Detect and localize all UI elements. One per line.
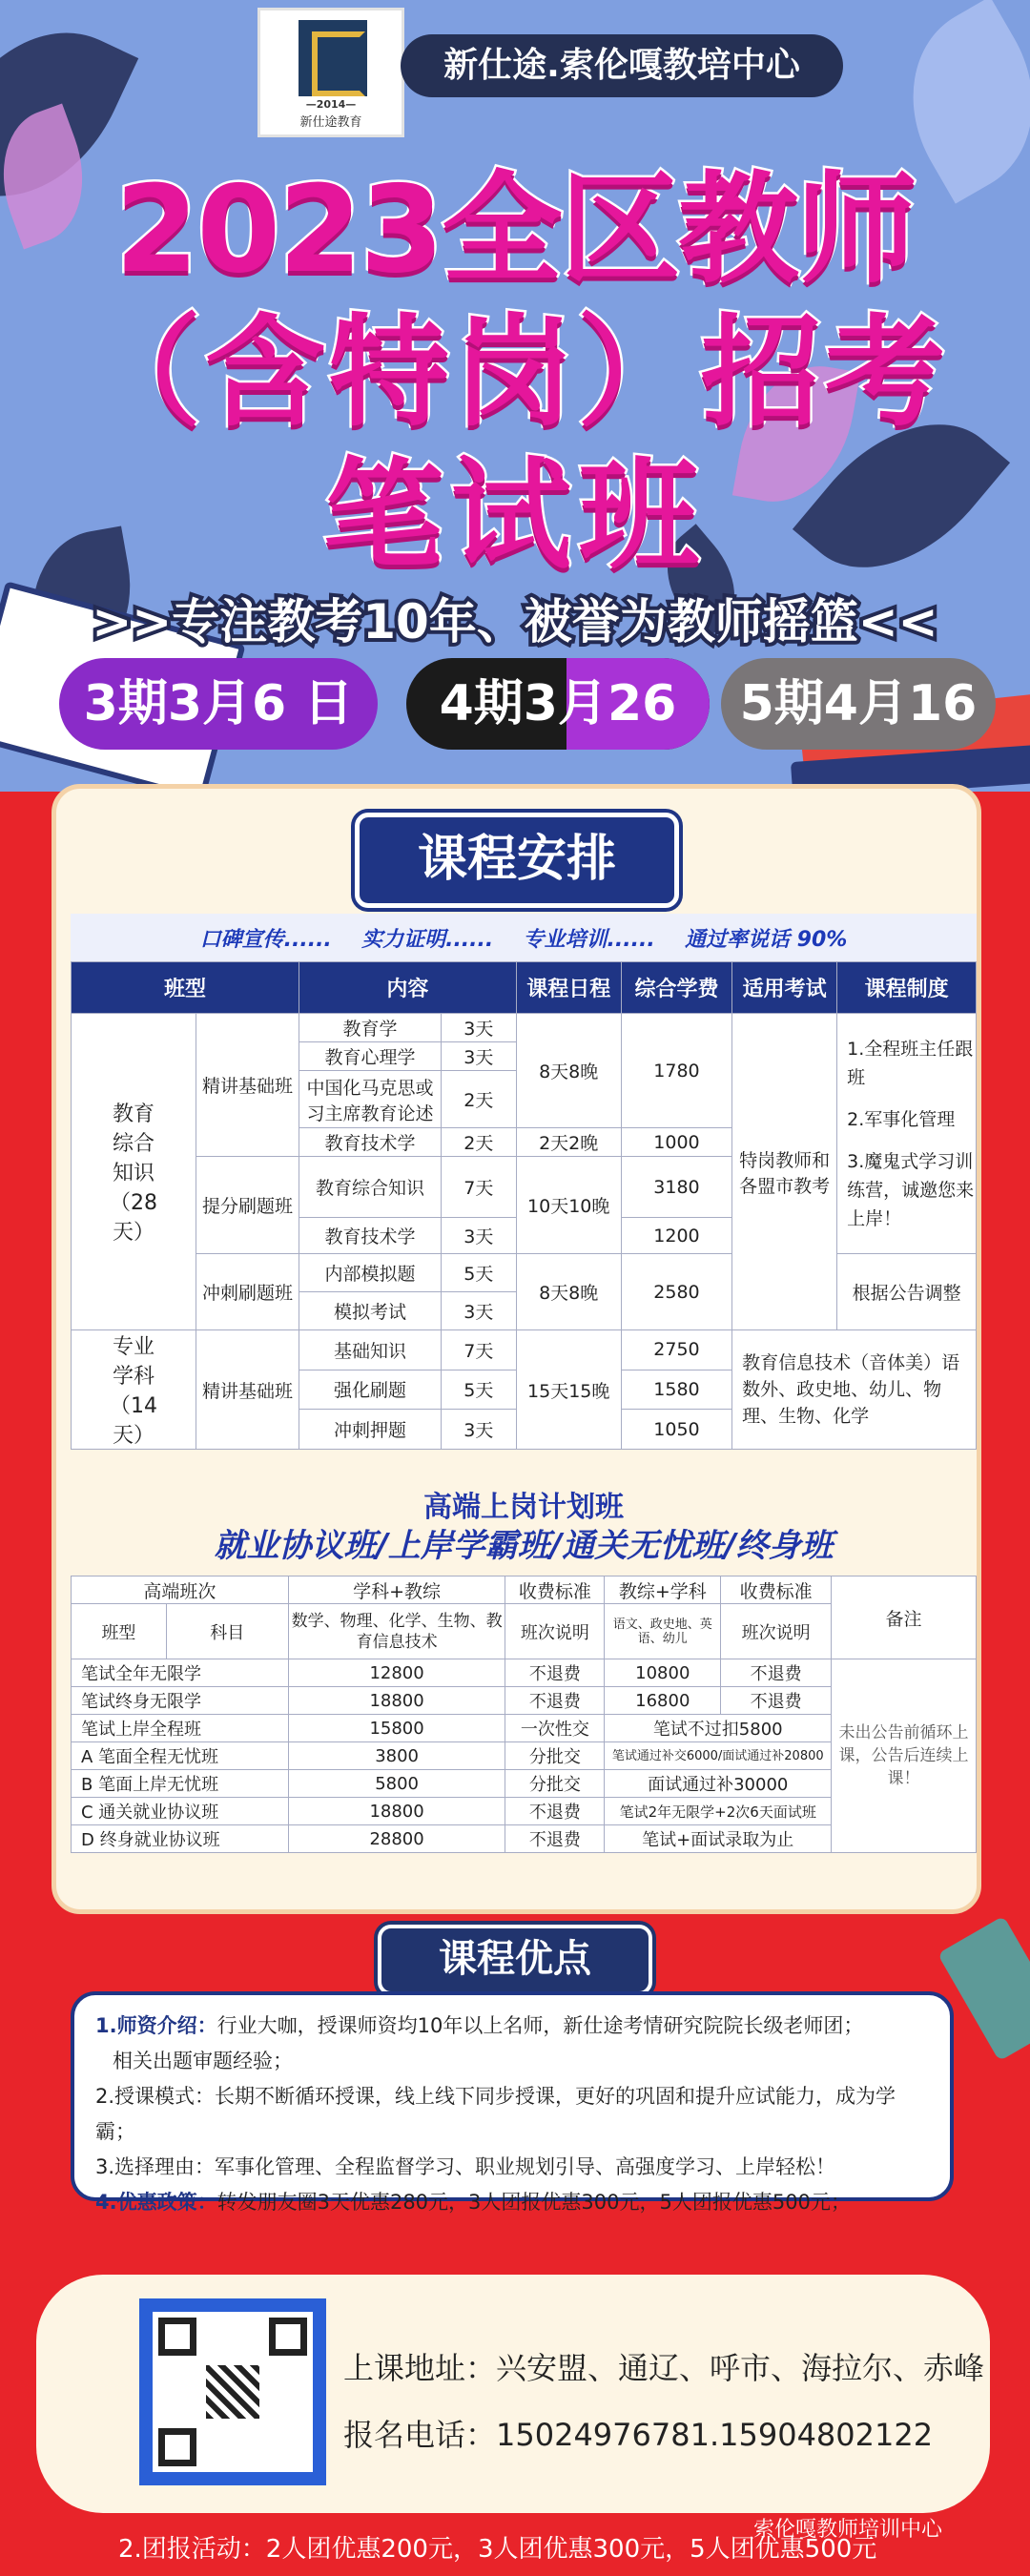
advantage-item — [95, 2150, 929, 2185]
qr-pattern — [206, 2365, 259, 2419]
category-cell: 教育综合知识（28天） — [72, 1014, 196, 1330]
header-cell: 教综+学科 — [605, 1577, 721, 1604]
note-cell: 不退费 — [505, 1659, 605, 1687]
advantage-key: 2.授课模式： — [95, 2085, 216, 2108]
note-cell: 不退费 — [721, 1687, 832, 1715]
fee-cell: 18800 — [288, 1687, 505, 1715]
fee-cell: 12800 — [288, 1659, 505, 1687]
content-cell: 教育心理学 — [299, 1042, 441, 1071]
class-cell: C 通关就业协议班 — [72, 1798, 289, 1825]
content-cell: 教育技术学 — [299, 1128, 441, 1157]
content-cell: 强化刷题 — [299, 1370, 441, 1410]
subclass-cell: 精讲基础班 — [196, 1330, 299, 1450]
fee-cell: 18800 — [288, 1798, 505, 1825]
note-cell: 不退费 — [721, 1659, 832, 1687]
fee-cell: 3180 — [621, 1157, 731, 1218]
address-text: 上课地址：兴安盟、通辽、呼市、海拉尔、赤峰 — [343, 2350, 985, 2386]
fee-cell: 2580 — [621, 1254, 731, 1330]
content-cell: 教育学 — [299, 1014, 441, 1042]
header-cell: 适用考试 — [732, 962, 837, 1014]
elite-plan — [71, 1471, 977, 1585]
note-cell: 面试通过补30000 — [605, 1770, 832, 1798]
note-cell: 笔试2年无限学+2次6天面试班 — [605, 1798, 832, 1825]
advantage-key: 3.选择理由： — [95, 2155, 216, 2178]
schedule-table — [71, 961, 977, 1450]
elite-table — [71, 1576, 977, 1853]
table-header-row — [72, 962, 977, 1014]
note-cell: 不退费 — [505, 1687, 605, 1715]
table-row — [72, 1014, 977, 1042]
table-row — [72, 1659, 977, 1687]
note-cell: 一次性交 — [505, 1715, 605, 1742]
title-line-2: （含特岗）招考 — [81, 302, 949, 443]
header-cell: 科目 — [166, 1604, 288, 1659]
days-cell: 3天 — [442, 1218, 517, 1254]
motto-item: 口碑宣传...... — [199, 927, 332, 952]
qr-code[interactable] — [139, 2298, 326, 2485]
note-cell: 不退费 — [505, 1798, 605, 1825]
system-item: 2.军事化管理 — [847, 1108, 956, 1130]
slogan: >>专注教考10年、被誉为教师摇篮<< — [92, 594, 938, 649]
brand-logo — [258, 8, 404, 137]
system-item: 3.魔鬼式学习训练营，诚邀您来上岸！ — [847, 1150, 975, 1229]
sched-cell: 8天8晚 — [516, 1254, 621, 1330]
qr-finder — [269, 2318, 307, 2356]
advantage-text: 转发朋友圈3天优惠280元，3人团报优惠300元，5人团报优惠500元； — [216, 2191, 851, 2214]
advantage-item — [95, 2079, 929, 2150]
header-cell: 班型 — [72, 962, 299, 1014]
fee-cell: 1000 — [621, 1128, 731, 1157]
days-cell: 7天 — [442, 1330, 517, 1370]
qr-finder — [158, 2318, 196, 2356]
session-label: 4期3月26 — [439, 675, 677, 732]
fee-cell: 2750 — [621, 1330, 731, 1370]
note-cell: 分批交 — [505, 1742, 605, 1770]
header-cell: 学科+教综 — [288, 1577, 505, 1604]
class-cell: 笔试全年无限学 — [72, 1659, 289, 1687]
days-cell: 5天 — [442, 1254, 517, 1292]
subclass-cell: 提分刷题班 — [196, 1157, 299, 1254]
watermark-text: 索伦嘎教师培训中心 — [753, 2518, 943, 2542]
system-cell: 根据公告调整 — [837, 1254, 977, 1330]
remark-cell: 未出公告前循环上课，公告后连续上课！ — [832, 1659, 977, 1853]
content-cell: 教育技术学 — [299, 1218, 441, 1254]
days-cell: 3天 — [442, 1042, 517, 1071]
header-cell: 备注 — [832, 1577, 977, 1659]
table-row — [72, 1577, 977, 1604]
session-pill-3: 3期3月6 日 — [59, 658, 378, 750]
fee-cell: 1580 — [621, 1370, 731, 1410]
days-cell: 3天 — [442, 1014, 517, 1042]
sched-cell: 10天10晚 — [516, 1157, 621, 1254]
fee-cell: 10800 — [605, 1659, 721, 1687]
header-cell: 班型 — [72, 1604, 167, 1659]
fee-cell: 16800 — [605, 1687, 721, 1715]
advantage-item — [95, 2044, 929, 2079]
fee-cell: 5800 — [288, 1770, 505, 1798]
advantage-item — [95, 2185, 929, 2220]
header-cell: 内容 — [299, 962, 516, 1014]
advantage-key: 1.师资介绍： — [95, 2014, 217, 2037]
header-cell: 收费标准 — [721, 1577, 832, 1604]
elite-subtitle: 就业协议班/上岸学霸班/通关无忧班/终身班 — [214, 1527, 834, 1565]
sched-cell: 15天15晚 — [516, 1330, 621, 1450]
logo-mark — [299, 20, 367, 96]
header-cell: 班次说明 — [505, 1604, 605, 1659]
sched-cell: 8天8晚 — [516, 1014, 621, 1128]
table-row — [72, 1330, 977, 1370]
group-offer-text: 2.团报活动：2人团优惠200元，3人团优惠300元，5人团优惠500元 — [118, 2535, 877, 2564]
subclass-cell: 精讲基础班 — [196, 1014, 299, 1157]
note-cell: 笔试不过扣5800 — [605, 1715, 832, 1742]
system-item: 1.全程班主任跟班 — [847, 1038, 974, 1088]
logo-year: —2014— — [305, 98, 357, 111]
subclass-cell: 冲刺刷题班 — [196, 1254, 299, 1330]
class-cell: 笔试上岸全程班 — [72, 1715, 289, 1742]
exam-cell: 特岗教师和各盟市教考 — [732, 1014, 837, 1330]
fee-cell: 3800 — [288, 1742, 505, 1770]
advantage-text: 相关出题审题经验； — [113, 2050, 293, 2072]
note-cell: 分批交 — [505, 1770, 605, 1798]
header-cell: 综合学费 — [621, 962, 731, 1014]
class-cell: B 笔面上岸无忧班 — [72, 1770, 289, 1798]
fee-cell: 1200 — [621, 1218, 731, 1254]
class-cell: A 笔面全程无忧班 — [72, 1742, 289, 1770]
subject-note-cell: 教育信息技术（音体美）语数外、政史地、幼儿、物理、生物、化学 — [732, 1330, 977, 1450]
class-cell: D 终身就业协议班 — [72, 1825, 289, 1853]
content-cell: 模拟考试 — [299, 1292, 441, 1330]
days-cell: 7天 — [442, 1157, 517, 1218]
elite-title: 高端上岗计划班 — [423, 1491, 624, 1524]
elite-table-wrap — [71, 1576, 977, 1853]
motto-item: 通过率说话 90% — [685, 927, 848, 952]
title-line-3: 笔试班 — [323, 445, 707, 586]
phone-text: 报名电话：15024976781.15904802122 — [343, 2417, 934, 2453]
fee-cell: 28800 — [288, 1825, 505, 1853]
advantages-box — [71, 1991, 954, 2214]
content-cell: 教育综合知识 — [299, 1157, 441, 1218]
note-cell: 不退费 — [505, 1825, 605, 1853]
fee-cell: 1050 — [621, 1410, 731, 1450]
header-cell: 课程制度 — [837, 962, 977, 1014]
header-cell: 数学、物理、化学、生物、教育信息技术 — [288, 1604, 505, 1659]
header-cell: 语文、政史地、英语、幼儿 — [605, 1604, 721, 1659]
motto-item: 专业培训...... — [523, 927, 655, 952]
qr-code-inner — [153, 2312, 313, 2472]
days-cell: 5天 — [442, 1370, 517, 1410]
advantage-text: 军事化管理、全程监督学习、职业规划引导、高强度学习、上岸轻松！ — [215, 2155, 836, 2178]
sched-cell: 2天2晚 — [516, 1128, 621, 1157]
motto-bar — [71, 914, 977, 961]
header-cell: 班次说明 — [721, 1604, 832, 1659]
advantages-heading: 课程优点 — [378, 1925, 652, 1995]
session-pill-5: 5期4月16 — [721, 658, 996, 750]
days-cell: 2天 — [442, 1128, 517, 1157]
content-cell: 冲刺押题 — [299, 1410, 441, 1450]
days-cell: 3天 — [442, 1292, 517, 1330]
fee-cell: 1780 — [621, 1014, 731, 1128]
system-cell — [837, 1014, 977, 1254]
title-line-1: 2023全区教师 — [114, 159, 916, 299]
advantage-text: 行业大咖，授课师资均10年以上名师，新仕途考情研究院院长级老师团； — [216, 2014, 864, 2037]
table-row — [72, 1254, 977, 1292]
session-pill-4 — [406, 658, 710, 750]
header-cell: 课程日程 — [516, 962, 621, 1014]
note-cell: 笔试通过补交6000/面试通过补20800 — [605, 1742, 832, 1770]
fee-cell: 15800 — [288, 1715, 505, 1742]
brand-name: 新仕途.索伦嘎教培中心 — [401, 34, 843, 97]
qr-finder — [158, 2428, 196, 2466]
days-cell: 2天 — [442, 1071, 517, 1128]
content-cell: 中国化马克思或习主席教育论述 — [299, 1071, 441, 1128]
content-cell: 内部模拟题 — [299, 1254, 441, 1292]
header-cell: 高端班次 — [72, 1577, 289, 1604]
motto-item: 实力证明...... — [361, 927, 494, 952]
content-cell: 基础知识 — [299, 1330, 441, 1370]
days-cell: 3天 — [442, 1410, 517, 1450]
logo-name: 新仕途教育 — [299, 115, 362, 130]
schedule-table-wrap — [71, 914, 977, 1450]
header-cell: 收费标准 — [505, 1577, 605, 1604]
advantage-item — [95, 2009, 929, 2044]
category-cell: 专业学科（14天） — [72, 1330, 196, 1450]
note-cell: 笔试+面试录取为止 — [605, 1825, 832, 1853]
advantage-key: 4.优惠政策： — [95, 2191, 217, 2214]
advantage-text: 长期不断循环授课，线上线下同步授课，更好的巩固和提升应试能力，成为学霸； — [95, 2085, 896, 2143]
class-cell: 笔试终身无限学 — [72, 1687, 289, 1715]
schedule-heading: 课程安排 — [355, 813, 679, 908]
